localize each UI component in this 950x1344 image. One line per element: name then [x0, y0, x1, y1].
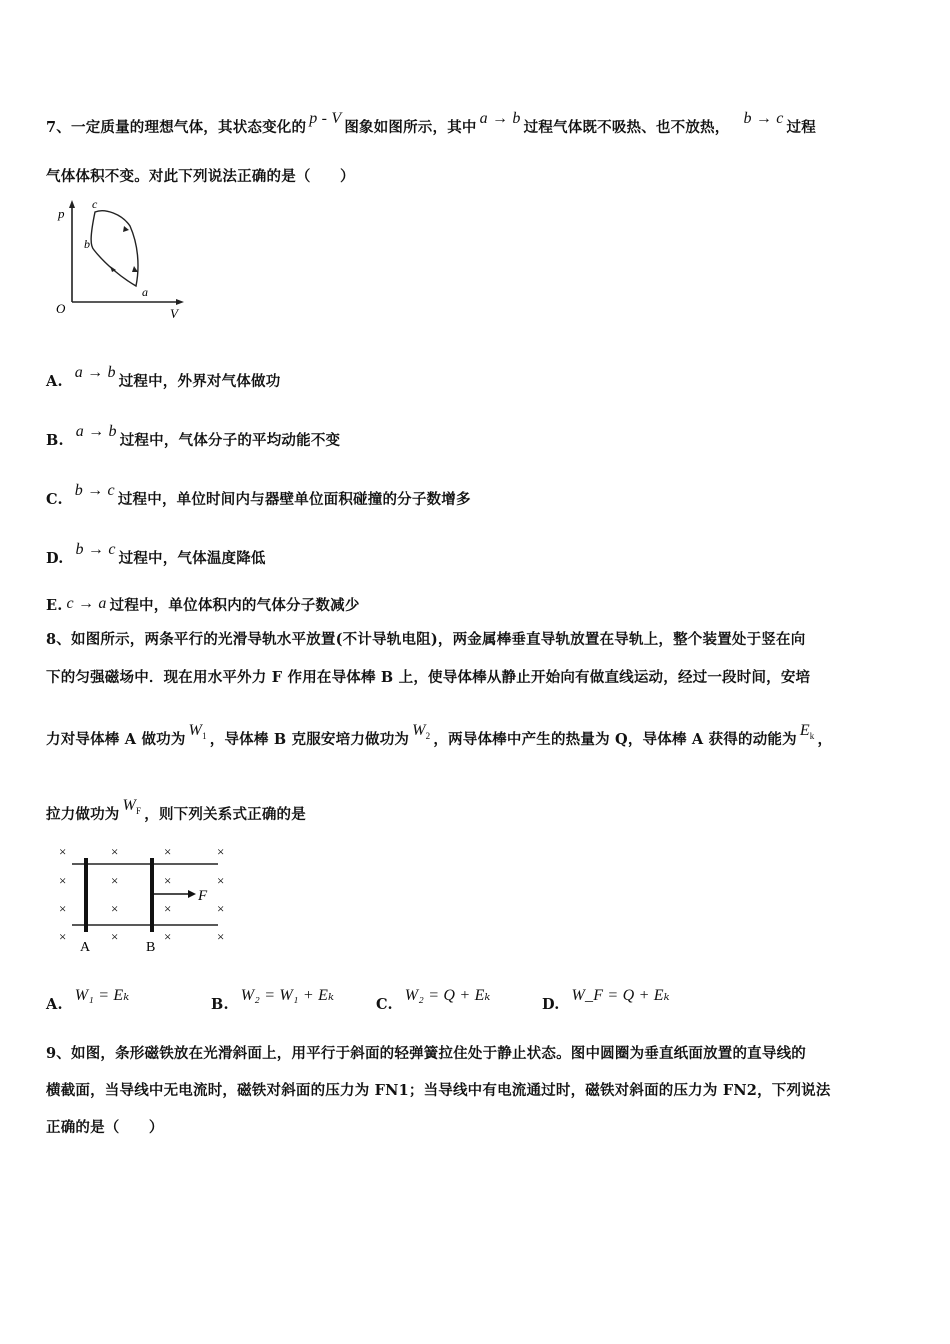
- option-text: 过程中，单位时间内与器壁单位面积碰撞的分子数增多: [117, 491, 471, 508]
- option-text: 过程中，气体温度降低: [118, 550, 266, 567]
- math-w2: [412, 722, 431, 742]
- q8-text: ，则下列关系式正确的是: [144, 806, 306, 823]
- q8-text: ，导体棒 B 克服安培力做功为: [209, 731, 410, 748]
- cross: ×: [217, 929, 225, 944]
- q8-stem-line4: [46, 797, 306, 825]
- option-math: b → c: [75, 541, 116, 558]
- cross: ×: [111, 901, 119, 916]
- option-eq: W_F = Q + Eₖ: [571, 987, 670, 1004]
- q7-text: 图象如图所示，其中: [344, 119, 477, 136]
- math-subscript: 1: [202, 731, 207, 742]
- math-subscript: F: [136, 806, 142, 817]
- rail-figure: [52, 840, 242, 960]
- cross: ×: [217, 873, 225, 888]
- cross: ×: [59, 873, 67, 888]
- option-text: 过程中，气体分子的平均动能不变: [119, 432, 341, 449]
- point-a-label: a: [142, 285, 148, 299]
- cross: ×: [59, 844, 67, 859]
- option-label: E.: [46, 597, 63, 614]
- rod-b-label: B: [146, 940, 156, 955]
- math-pv: p - V: [309, 110, 342, 127]
- cross: ×: [217, 901, 225, 916]
- rod-a-label: A: [80, 940, 91, 955]
- option-eq: W₂ = W₁ + Eₖ: [240, 987, 335, 1004]
- q7-option-d: [46, 541, 266, 568]
- option-math: b → c: [74, 482, 115, 499]
- q8-text: ，: [817, 731, 833, 748]
- point-b-label: b: [84, 237, 90, 251]
- math-symbol: W: [188, 722, 203, 739]
- math-symbol: W: [412, 722, 426, 739]
- option-math: a → b: [74, 364, 116, 381]
- math-ek: [799, 722, 815, 742]
- q8-option-a: [46, 987, 132, 1014]
- math-symbol: E: [799, 722, 810, 739]
- cross: ×: [217, 844, 225, 859]
- q9-stem-line3: 正确的是（ ）: [46, 1119, 164, 1136]
- option-eq: W₂ = Q + Eₖ: [404, 987, 491, 1004]
- cross: ×: [111, 844, 119, 859]
- q8-stem-line3: [46, 722, 833, 750]
- q8-option-d: [542, 987, 673, 1014]
- q7-text: 过程: [786, 119, 816, 136]
- option-text: 过程中，外界对气体做功: [118, 373, 281, 390]
- pv-graph: [50, 196, 190, 322]
- axis-p-label: p: [58, 206, 65, 221]
- math-symbol: W: [122, 797, 137, 814]
- origin-label: O: [56, 301, 66, 316]
- q8-option-c: [376, 987, 494, 1014]
- option-label: A.: [46, 373, 63, 390]
- q9-stem-line1: 9、如图，条形磁铁放在光滑斜面上，用平行于斜面的轻弹簧拉住处于静止状态。图中圆圈为垂直纸面放置的直导线的: [46, 1045, 806, 1062]
- cycle-curve: [91, 211, 138, 286]
- cross: ×: [111, 929, 119, 944]
- q7-option-c: [46, 482, 471, 509]
- q7-number: 7、: [46, 119, 71, 136]
- q8-text: 拉力做功为: [46, 806, 120, 823]
- option-eq: W₁ = Eₖ: [74, 987, 130, 1004]
- option-label: D.: [46, 550, 64, 567]
- q7-option-b: [46, 423, 341, 450]
- q8-stem-line2: 下的匀强磁场中．现在用水平外力 F 作用在导体棒 B 上，使导体棒从静止开始向有做直线运动，经过一段时间，安培: [46, 669, 811, 686]
- cross: ×: [164, 873, 172, 888]
- math-bc: b → c: [743, 110, 784, 127]
- q8-stem-line1: 8、如图所示，两条平行的光滑导轨水平放置(不计导轨电阻)，两金属棒垂直导轨放置在导轨上，整个装置处于竖在向: [46, 631, 806, 648]
- q7-option-a: [46, 364, 281, 391]
- cross: ×: [164, 901, 172, 916]
- option-label: D.: [542, 996, 560, 1013]
- point-c-label: c: [92, 197, 98, 211]
- option-math: a → b: [75, 423, 117, 440]
- math-w1: [188, 722, 207, 742]
- cross: ×: [164, 929, 172, 944]
- option-label: A.: [46, 996, 63, 1013]
- q7-stem-line1: [46, 110, 816, 137]
- q8-text: 力对导体棒 A 做功为: [46, 731, 186, 748]
- q8-option-b: [211, 987, 337, 1014]
- cross: ×: [164, 844, 172, 859]
- q7-option-e: [46, 594, 360, 615]
- cross: ×: [59, 901, 67, 916]
- option-label: C.: [376, 996, 393, 1013]
- q8-text: ，两导体棒中产生的热量为 Q，导体棒 A 获得的动能为: [433, 731, 797, 748]
- cross: ×: [59, 929, 67, 944]
- option-label: B.: [46, 432, 64, 449]
- axis-v-label: V: [170, 306, 178, 321]
- math-subscript: k: [809, 731, 815, 742]
- option-math: c → a: [66, 595, 107, 612]
- cross: ×: [111, 873, 119, 888]
- q7-stem-line2: 气体体积不变。对此下列说法正确的是（ ）: [46, 168, 355, 185]
- option-label: B.: [211, 996, 229, 1013]
- q7-text: 一定质量的理想气体，其状态变化的: [71, 119, 307, 136]
- q9-stem-line2: 横截面，当导线中无电流时，磁铁对斜面的压力为 FN1；当导线中有电流通过时，磁铁对斜面的压力为 FN2，下列说法: [46, 1082, 831, 1099]
- math-subscript: 2: [425, 731, 431, 742]
- option-text: 过程中，单位体积内的气体分子数减少: [109, 597, 360, 614]
- option-label: C.: [46, 491, 63, 508]
- math-wf: [122, 797, 142, 817]
- math-ab: a → b: [479, 110, 521, 127]
- force-label: F: [198, 888, 208, 904]
- q7-text: 过程气体既不吸热、也不放热，: [523, 119, 730, 136]
